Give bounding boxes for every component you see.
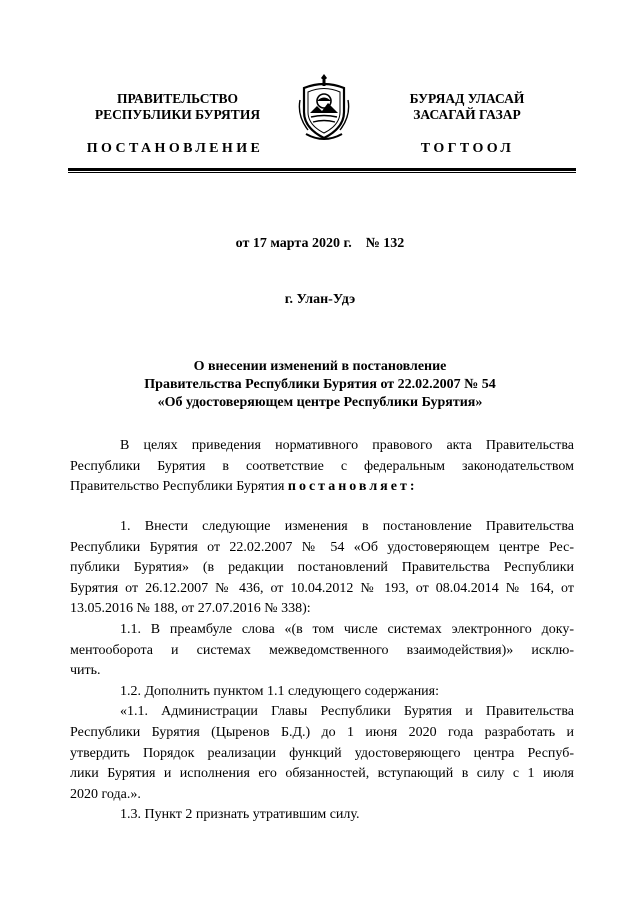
document-type-russian: ПОСТАНОВЛЕНИЕ <box>86 141 264 156</box>
document-type-buryat: ТОГТООЛ <box>420 141 515 156</box>
text-line: чить. <box>70 663 101 679</box>
text-line: Республики Бурятия от 22.02.2007 № 54 «Об удостоверяющем центре Рес- <box>70 539 574 555</box>
text-line <box>70 477 574 498</box>
issuer-line: ЗАСАГАЙ ГАЗАР <box>413 107 521 122</box>
text-line: 1.2. Дополнить пунктом 1.1 следующего содержания: <box>120 683 440 699</box>
text-line: 1. Внести следующие изменения в постановление Правительства <box>120 519 574 534</box>
document-city: г. Улан-Удэ <box>284 292 356 307</box>
text-line: Бурятия от 26.12.2007 № 436, от 10.04.2012 № 193, от 08.04.2014 № 164, от <box>70 580 574 596</box>
text-line: лики Бурятия и исполнения его обязанностей, вступающий в силу с 1 июля <box>70 766 574 782</box>
title-line: Правительства Республики Бурятия от 22.02.2007 № 54 <box>144 377 496 392</box>
text-line: 1.3. Пункт 2 признать утратившим силу. <box>120 807 360 823</box>
text-line: 1.1. В преамбуле слова «(в том числе системах электронного доку- <box>120 621 574 637</box>
issuer-name-russian <box>70 91 285 123</box>
text-line: 2020 года.». <box>70 786 141 802</box>
decree-body <box>70 517 574 826</box>
document-title <box>70 358 570 412</box>
text-line: «1.1. Администрации Главы Республики Бурятия и Правительства <box>120 704 574 720</box>
text-line: ментооборота и системах межведомственного взаимодействия)» исклю- <box>70 642 574 658</box>
text-line: Республики Бурятия (Цыренов Б.Д.) до 1 июня 2020 года разработать и <box>70 724 574 740</box>
issuer-name-buryat <box>362 91 572 123</box>
title-line: «Об удостоверяющем центре Республики Бурятия» <box>157 395 483 410</box>
preamble-paragraph <box>70 436 574 498</box>
header-divider <box>68 168 576 173</box>
title-line: О внесении изменений в постановление <box>193 359 447 374</box>
issuer-line: ПРАВИТЕЛЬСТВО <box>116 91 238 106</box>
text-line: публики Бурятия» (в редакции постановлений Правительства Республики <box>70 560 574 576</box>
text-line: Республики Бурятия в соответствие с федеральным законодательством <box>70 458 574 474</box>
issuer-line: РЕСПУБЛИКИ БУРЯТИЯ <box>94 107 261 122</box>
text-line: В целях приведения нормативного правового акта Правительства <box>120 438 574 453</box>
document-date-number: от 17 марта 2020 г. № 132 <box>235 236 405 251</box>
text-line: утвердить Порядок реализации функций удостоверяющего центра Респуб- <box>70 745 574 761</box>
text-line: 13.05.2016 № 188, от 27.07.2016 № 338): <box>70 601 311 617</box>
issuer-line: БУРЯАД УЛАСАЙ <box>409 91 525 106</box>
text-run: Правительство Республики Бурятия <box>70 479 285 495</box>
buryatia-coat-of-arms-icon <box>298 70 350 144</box>
decree-word: постановляет: <box>287 479 418 495</box>
